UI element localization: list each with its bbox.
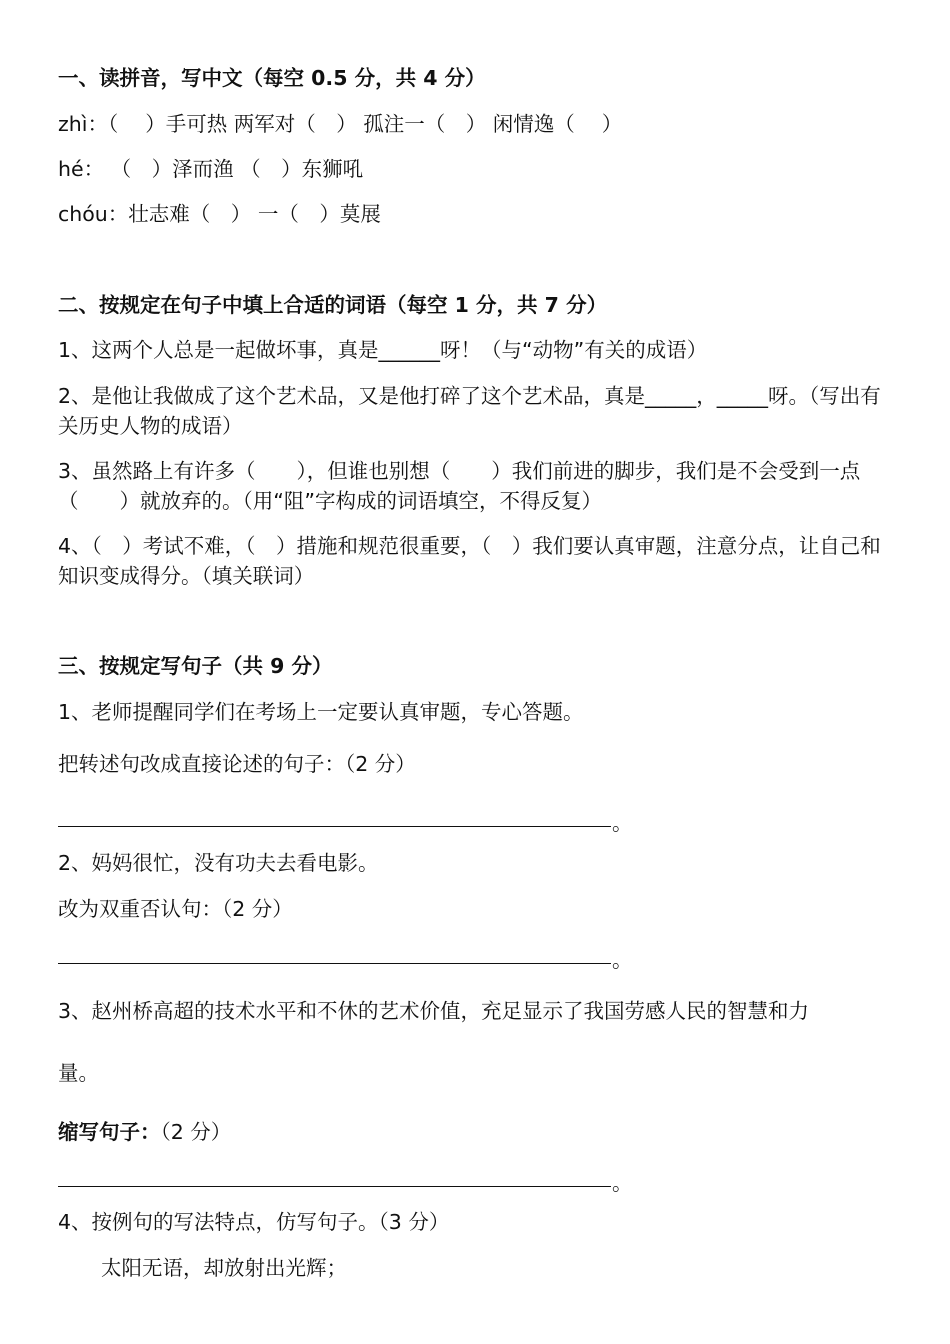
answer-line-1[interactable]: [58, 826, 611, 827]
section-3-question-3-instruction: [58, 1117, 231, 1147]
section-1-title: 一、读拼音，写中文（每空 0.5 分，共 4 分）: [58, 66, 486, 90]
section-3-title: 三、按规定写句子（共 9 分）: [58, 654, 333, 678]
pinyin-chou-line: chóu：壮志难（ ） 一（ ）莫展: [58, 202, 381, 226]
section-2-question-3: 3、虽然路上有许多（ ），但谁也别想（ ）我们前进的脚步，我们是不会受到一点（ ）就放弃的。（用“阻”字构成的词语填空，不得反复）: [58, 459, 861, 513]
section-3-question-1: 1、老师提醒同学们在考场上一定要认真审题，专心答题。: [58, 700, 584, 724]
section-3-question-3-line-1: 3、赵州桥高超的技术水平和不休的艺术价值，充足显示了我国劳感人民的智慧和力: [58, 999, 810, 1023]
pinyin-zhi-line: zhì：（ ）手可热 两军对（ ） 孤注一（ ） 闲情逸（ ）: [58, 112, 623, 136]
answer-line-2-period: 。: [612, 948, 633, 972]
section-2-title: 二、按规定在句子中填上合适的词语（每空 1 分，共 7 分）: [58, 293, 608, 317]
section-2-question-2: 2、是他让我做成了这个艺术品，又是他打碎了这个艺术品，真是_____，_____呀。（写出有关历史人物的成语）: [58, 384, 881, 438]
answer-line-3[interactable]: [58, 1186, 611, 1187]
pinyin-he-line: hé： （ ）泽而渔 （ ）东狮吼: [58, 157, 364, 181]
section-3-question-4-example: 太阳无语，却放射出光辉；: [101, 1256, 347, 1280]
section-3-question-1-instruction: 把转述句改成直接论述的句子：（2 分）: [58, 752, 416, 776]
answer-line-3-period: 。: [612, 1171, 633, 1195]
section-3-question-3-line-2: 量。: [58, 1061, 99, 1085]
section-2-question-1: 1、这两个人总是一起做坏事，真是______呀！（与“动物”有关的成语）: [58, 338, 708, 362]
section-3-question-4: 4、按例句的写法特点，仿写句子。（3 分）: [58, 1210, 450, 1234]
answer-line-1-period: 。: [612, 811, 633, 835]
section-3-question-2: 2、妈妈很忙，没有功夫去看电影。: [58, 851, 379, 875]
answer-line-2[interactable]: [58, 963, 611, 964]
instruction-bold-label: 缩写句子：: [58, 1120, 161, 1144]
section-2-question-4: 4、（ ）考试不难，（ ）措施和规范很重要，（ ）我们要认真审题，注意分点，让自己和知识变成得分。（填关联词）: [58, 534, 881, 588]
section-3-question-2-instruction: 改为双重否认句：（2 分）: [58, 897, 293, 921]
instruction-points: （2 分）: [160, 1120, 232, 1144]
